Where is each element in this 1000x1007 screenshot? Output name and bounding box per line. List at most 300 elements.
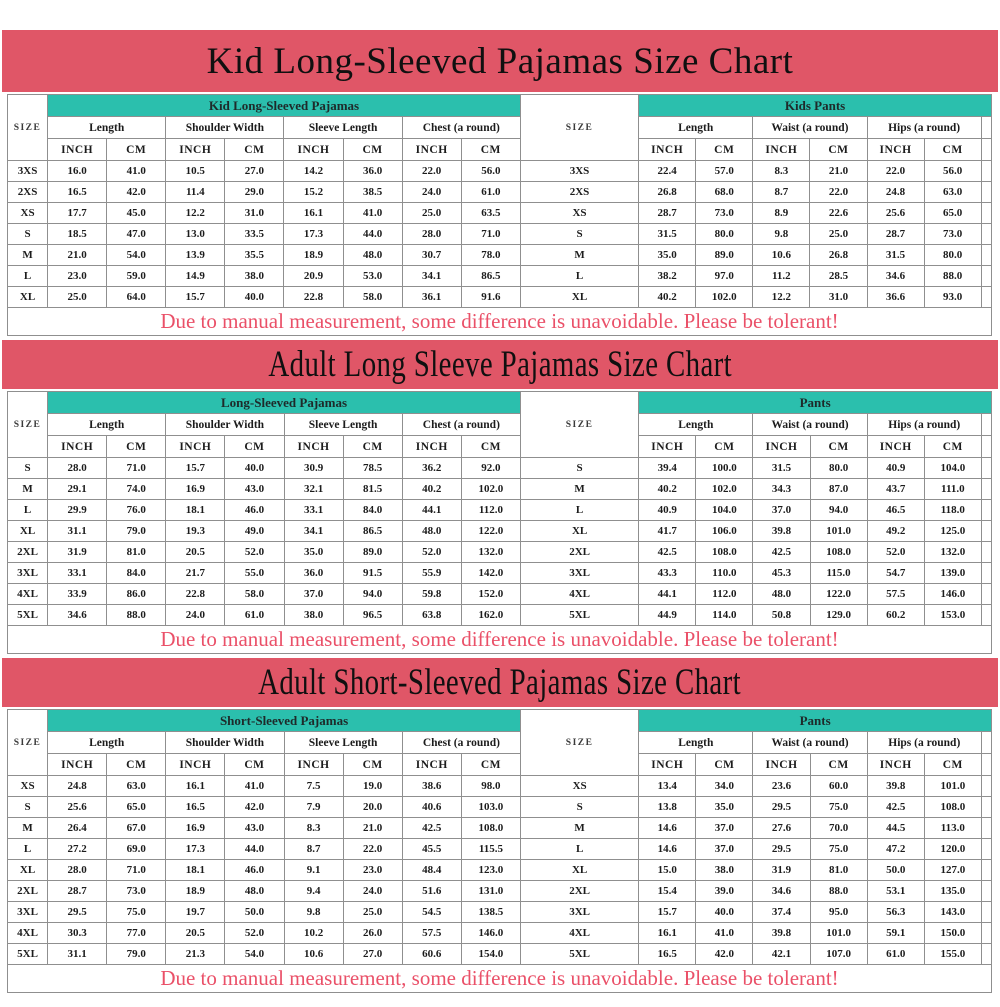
unit-header-cm: CM <box>461 436 520 458</box>
unit-row <box>8 436 992 458</box>
measurement-value: 108.0 <box>924 797 981 818</box>
measurement-value: 34.6 <box>753 881 810 902</box>
measurement-value: 44.0 <box>343 224 402 245</box>
measurement-value: 81.0 <box>107 542 166 563</box>
measurement-value: 150.0 <box>924 923 981 944</box>
unit-header-inch: INCH <box>753 139 810 161</box>
measurement-value: 30.3 <box>48 923 107 944</box>
measurement-value: 142.0 <box>461 563 520 584</box>
measurement-value: 125.0 <box>924 521 981 542</box>
measure-group-header: Length <box>48 117 166 139</box>
size-value: S <box>8 224 48 245</box>
measurement-value: 36.2 <box>402 458 461 479</box>
measurement-value: 41.0 <box>107 161 166 182</box>
measurement-value: 57.5 <box>867 584 924 605</box>
measurement-value: 34.6 <box>867 266 924 287</box>
spacer-cell <box>981 414 991 436</box>
measurement-value: 26.8 <box>810 245 867 266</box>
measurement-value: 80.0 <box>696 224 753 245</box>
measure-group-header: Sleeve Length <box>284 732 402 754</box>
measurement-value: 31.1 <box>48 944 107 965</box>
spacer-cell <box>981 139 991 161</box>
measurement-value: 34.6 <box>48 605 107 626</box>
measurement-value: 36.1 <box>402 287 461 308</box>
measurement-value: 153.0 <box>924 605 981 626</box>
size-value: XL <box>8 287 48 308</box>
disclaimer-cell <box>8 965 992 993</box>
measurement-value: 24.0 <box>166 605 225 626</box>
pajamas-table-header: Kid Long-Sleeved Pajamas <box>48 95 521 117</box>
measurement-value: 56.0 <box>924 161 981 182</box>
measurement-value: 18.9 <box>166 881 225 902</box>
unit-header-cm: CM <box>225 139 284 161</box>
measurement-value: 43.3 <box>639 563 696 584</box>
size-value: 2XL <box>521 881 639 902</box>
measurement-value: 53.0 <box>343 266 402 287</box>
spacer-cell <box>981 224 991 245</box>
measurement-value: 22.4 <box>639 161 696 182</box>
disclaimer-row <box>8 626 992 654</box>
measurement-value: 17.3 <box>284 224 343 245</box>
size-chart-section <box>2 30 998 336</box>
measurement-value: 48.0 <box>753 584 810 605</box>
measurement-value: 13.0 <box>166 224 225 245</box>
unit-header-cm: CM <box>810 436 867 458</box>
measurement-value: 80.0 <box>924 245 981 266</box>
measurement-value: 108.0 <box>810 542 867 563</box>
spacer-cell <box>981 605 991 626</box>
measurement-value: 35.0 <box>639 245 696 266</box>
unit-header-cm: CM <box>696 754 753 776</box>
measurement-value: 146.0 <box>461 923 520 944</box>
measurement-value: 86.5 <box>343 521 402 542</box>
size-value: 3XL <box>8 563 48 584</box>
measurement-value: 44.1 <box>402 500 461 521</box>
measurement-value: 42.0 <box>107 182 166 203</box>
size-value: M <box>520 245 638 266</box>
measurement-value: 23.0 <box>48 266 107 287</box>
measurement-value: 78.0 <box>461 245 520 266</box>
measurement-value: 88.0 <box>107 605 166 626</box>
size-row <box>8 287 992 308</box>
measurement-value: 40.2 <box>639 287 696 308</box>
measurement-value: 16.1 <box>639 923 696 944</box>
measurement-value: 38.5 <box>343 182 402 203</box>
unit-header-inch: INCH <box>402 436 461 458</box>
measurement-value: 30.7 <box>402 245 461 266</box>
measurement-value: 31.9 <box>753 860 810 881</box>
measurement-value: 8.3 <box>753 161 810 182</box>
size-row <box>8 245 992 266</box>
measurement-value: 33.1 <box>284 500 343 521</box>
measurement-value: 37.0 <box>753 500 810 521</box>
measurement-value: 8.7 <box>753 182 810 203</box>
measurement-value: 25.0 <box>810 224 867 245</box>
measurement-value: 28.7 <box>867 224 924 245</box>
measurement-value: 42.5 <box>867 797 924 818</box>
spacer-cell <box>981 944 991 965</box>
measurement-value: 73.0 <box>924 224 981 245</box>
unit-header-inch: INCH <box>166 754 225 776</box>
measurement-value: 87.0 <box>810 479 867 500</box>
measurement-value: 79.0 <box>107 521 166 542</box>
measurement-value: 91.5 <box>343 563 402 584</box>
measure-group-row <box>8 414 992 436</box>
measure-group-header: Hips (a round) <box>867 732 981 754</box>
measurement-value: 38.2 <box>639 266 696 287</box>
measurement-value: 39.0 <box>696 881 753 902</box>
measurement-value: 162.0 <box>461 605 520 626</box>
measurement-value: 37.0 <box>284 584 343 605</box>
unit-header-cm: CM <box>107 754 166 776</box>
measurement-value: 38.0 <box>225 266 284 287</box>
measurement-value: 135.0 <box>924 881 981 902</box>
measure-group-row <box>8 117 992 139</box>
measurement-value: 56.3 <box>867 902 924 923</box>
measurement-value: 79.0 <box>107 944 166 965</box>
measurement-value: 63.8 <box>402 605 461 626</box>
spacer-cell <box>981 902 991 923</box>
measurement-value: 101.0 <box>810 923 867 944</box>
measurement-value: 64.0 <box>107 287 166 308</box>
measurement-value: 52.0 <box>867 542 924 563</box>
measurement-value: 45.0 <box>107 203 166 224</box>
measurement-value: 16.1 <box>284 203 343 224</box>
measure-group-header: Length <box>639 732 753 754</box>
measurement-value: 22.8 <box>166 584 225 605</box>
unit-header-inch: INCH <box>166 436 225 458</box>
measurement-value: 22.6 <box>810 203 867 224</box>
size-column-header: SIZE <box>8 95 48 161</box>
measurement-value: 40.2 <box>639 479 696 500</box>
measure-group-header: Shoulder Width <box>166 117 284 139</box>
measurement-value: 12.2 <box>166 203 225 224</box>
measurement-value: 15.0 <box>639 860 696 881</box>
measurement-value: 104.0 <box>924 458 981 479</box>
unit-header-inch: INCH <box>48 436 107 458</box>
unit-header-inch: INCH <box>284 139 343 161</box>
unit-header-cm: CM <box>107 139 166 161</box>
measurement-value: 9.8 <box>284 902 343 923</box>
spacer-cell <box>981 754 991 776</box>
measurement-value: 15.4 <box>639 881 696 902</box>
size-row <box>8 266 992 287</box>
size-value: 3XS <box>8 161 48 182</box>
unit-header-cm: CM <box>461 139 520 161</box>
measurement-value: 110.0 <box>696 563 753 584</box>
size-row <box>8 776 992 797</box>
measurement-value: 23.6 <box>753 776 810 797</box>
size-value: XS <box>8 776 48 797</box>
size-row <box>8 605 992 626</box>
unit-header-inch: INCH <box>284 436 343 458</box>
measurement-value: 75.0 <box>810 839 867 860</box>
measurement-value: 52.0 <box>225 923 284 944</box>
measurement-value: 52.0 <box>225 542 284 563</box>
measure-group-header: Length <box>639 117 753 139</box>
size-value: L <box>521 839 639 860</box>
measurement-value: 63.5 <box>461 203 520 224</box>
measurement-value: 29.9 <box>48 500 107 521</box>
measurement-value: 111.0 <box>924 479 981 500</box>
measurement-value: 86.0 <box>107 584 166 605</box>
measurement-value: 29.5 <box>48 902 107 923</box>
measure-group-header: Chest (a round) <box>402 732 520 754</box>
measurement-value: 20.5 <box>166 542 225 563</box>
measurement-value: 40.2 <box>402 479 461 500</box>
measurement-value: 10.2 <box>284 923 343 944</box>
spacer-cell <box>981 500 991 521</box>
measurement-value: 31.9 <box>48 542 107 563</box>
measurement-value: 61.0 <box>867 944 924 965</box>
measurement-value: 34.1 <box>402 266 461 287</box>
measure-group-row <box>8 732 992 754</box>
measurement-value: 42.5 <box>402 818 461 839</box>
measurement-value: 71.0 <box>107 458 166 479</box>
measurement-value: 42.0 <box>225 797 284 818</box>
measurement-value: 75.0 <box>107 902 166 923</box>
measurement-value: 86.5 <box>461 266 520 287</box>
measurement-value: 59.0 <box>107 266 166 287</box>
size-value: 3XL <box>521 902 639 923</box>
measurement-value: 16.5 <box>166 797 225 818</box>
unit-header-cm: CM <box>107 436 166 458</box>
measurement-value: 13.4 <box>639 776 696 797</box>
table-header-row <box>8 710 992 732</box>
measurement-value: 71.0 <box>107 860 166 881</box>
size-value: M <box>521 818 639 839</box>
size-row <box>8 860 992 881</box>
measurement-value: 69.0 <box>107 839 166 860</box>
measurement-value: 22.0 <box>343 839 402 860</box>
measurement-value: 58.0 <box>225 584 284 605</box>
measure-group-header: Waist (a round) <box>753 117 867 139</box>
unit-header-cm: CM <box>343 436 402 458</box>
disclaimer-text: Due to manual measurement, some difference is unavoidable. Please be tolerant! <box>160 309 839 333</box>
size-column-header: SIZE <box>8 710 48 776</box>
measure-group-header: Chest (a round) <box>402 117 520 139</box>
measurement-value: 34.0 <box>696 776 753 797</box>
measurement-value: 14.6 <box>639 839 696 860</box>
measurement-value: 36.6 <box>867 287 924 308</box>
measurement-value: 41.0 <box>225 776 284 797</box>
measurement-value: 24.8 <box>48 776 107 797</box>
measurement-value: 30.9 <box>284 458 343 479</box>
measurement-value: 43.0 <box>225 479 284 500</box>
measurement-value: 43.7 <box>867 479 924 500</box>
measurement-value: 146.0 <box>924 584 981 605</box>
measurement-value: 155.0 <box>924 944 981 965</box>
pants-table-header: Pants <box>639 710 992 732</box>
measurement-value: 94.0 <box>343 584 402 605</box>
size-chart-section <box>2 340 998 654</box>
size-value: L <box>8 500 48 521</box>
measurement-value: 31.0 <box>225 203 284 224</box>
measurement-value: 55.9 <box>402 563 461 584</box>
measurement-value: 36.0 <box>343 161 402 182</box>
size-value: XL <box>8 521 48 542</box>
size-chart-table <box>7 709 992 993</box>
measurement-value: 131.0 <box>461 881 520 902</box>
measurement-value: 31.1 <box>48 521 107 542</box>
measurement-value: 21.7 <box>166 563 225 584</box>
measurement-value: 84.0 <box>107 563 166 584</box>
measurement-value: 10.5 <box>166 161 225 182</box>
disclaimer-row <box>8 965 992 993</box>
measurement-value: 115.5 <box>461 839 520 860</box>
measurement-value: 29.5 <box>753 839 810 860</box>
size-value: S <box>520 458 638 479</box>
measurement-value: 22.8 <box>284 287 343 308</box>
measurement-value: 48.0 <box>225 881 284 902</box>
measure-group-header: Hips (a round) <box>867 414 981 436</box>
measurement-value: 152.0 <box>461 584 520 605</box>
measurement-value: 81.0 <box>810 860 867 881</box>
measurement-value: 112.0 <box>696 584 753 605</box>
measurement-value: 9.1 <box>284 860 343 881</box>
measurement-value: 50.0 <box>867 860 924 881</box>
measurement-value: 71.0 <box>461 224 520 245</box>
measurement-value: 31.5 <box>753 458 810 479</box>
pajamas-table-header: Short-Sleeved Pajamas <box>48 710 521 732</box>
measurement-value: 108.0 <box>696 542 753 563</box>
spacer-cell <box>981 458 991 479</box>
measurement-value: 60.2 <box>867 605 924 626</box>
measurement-value: 58.0 <box>343 287 402 308</box>
unit-header-inch: INCH <box>753 436 810 458</box>
measurement-value: 19.3 <box>166 521 225 542</box>
measurement-value: 132.0 <box>924 542 981 563</box>
unit-header-cm: CM <box>225 754 284 776</box>
measurement-value: 45.5 <box>402 839 461 860</box>
unit-header-inch: INCH <box>166 139 225 161</box>
size-row <box>8 161 992 182</box>
measurement-value: 40.9 <box>867 458 924 479</box>
spacer-cell <box>981 161 991 182</box>
size-value: L <box>8 266 48 287</box>
measurement-value: 37.0 <box>696 839 753 860</box>
measurement-value: 10.6 <box>284 944 343 965</box>
size-row <box>8 521 992 542</box>
measurement-value: 42.5 <box>753 542 810 563</box>
size-row <box>8 902 992 923</box>
measurement-value: 14.2 <box>284 161 343 182</box>
measurement-value: 26.8 <box>639 182 696 203</box>
table-header-row <box>8 95 992 117</box>
unit-header-inch: INCH <box>48 139 107 161</box>
measurement-value: 20.9 <box>284 266 343 287</box>
size-value: XS <box>520 203 638 224</box>
measurement-value: 34.3 <box>753 479 810 500</box>
spacer-cell <box>981 287 991 308</box>
size-row <box>8 923 992 944</box>
size-value: M <box>8 479 48 500</box>
measure-group-header: Length <box>639 414 753 436</box>
unit-header-inch: INCH <box>284 754 343 776</box>
measurement-value: 91.6 <box>461 287 520 308</box>
measurement-value: 36.0 <box>284 563 343 584</box>
size-row <box>8 881 992 902</box>
size-value: L <box>520 500 638 521</box>
measurement-value: 26.0 <box>343 923 402 944</box>
size-value: 2XS <box>8 182 48 203</box>
size-column-header: SIZE <box>521 710 639 776</box>
measurement-value: 73.0 <box>107 881 166 902</box>
measurement-value: 63.0 <box>924 182 981 203</box>
spacer-cell <box>981 117 991 139</box>
size-value: 5XL <box>520 605 638 626</box>
size-row <box>8 797 992 818</box>
size-value: S <box>8 797 48 818</box>
measurement-value: 39.4 <box>639 458 696 479</box>
measurement-value: 28.0 <box>48 458 107 479</box>
measurement-value: 60.0 <box>810 776 867 797</box>
measurement-value: 65.0 <box>924 203 981 224</box>
size-row <box>8 944 992 965</box>
measurement-value: 75.0 <box>810 797 867 818</box>
measurement-value: 24.0 <box>343 881 402 902</box>
measurement-value: 41.7 <box>639 521 696 542</box>
measurement-value: 102.0 <box>696 287 753 308</box>
size-row <box>8 182 992 203</box>
size-value: 3XS <box>520 161 638 182</box>
pants-table-header: Kids Pants <box>639 95 992 117</box>
unit-header-cm: CM <box>461 754 520 776</box>
measurement-value: 15.7 <box>639 902 696 923</box>
measure-group-header: Waist (a round) <box>753 414 867 436</box>
spacer-cell <box>981 521 991 542</box>
measurement-value: 113.0 <box>924 818 981 839</box>
size-value: L <box>520 266 638 287</box>
measurement-value: 33.1 <box>48 563 107 584</box>
unit-header-inch: INCH <box>753 754 810 776</box>
size-row <box>8 563 992 584</box>
disclaimer-cell <box>8 626 992 654</box>
measurement-value: 15.7 <box>166 458 225 479</box>
section-title-banner <box>2 658 998 707</box>
size-row <box>8 203 992 224</box>
measurement-value: 138.5 <box>461 902 520 923</box>
measurement-value: 104.0 <box>696 500 753 521</box>
measurement-value: 42.0 <box>696 944 753 965</box>
measurement-value: 18.5 <box>48 224 107 245</box>
measurement-value: 21.3 <box>166 944 225 965</box>
unit-header-cm: CM <box>924 139 981 161</box>
measurement-value: 47.0 <box>107 224 166 245</box>
size-value: XL <box>520 521 638 542</box>
measurement-value: 59.1 <box>867 923 924 944</box>
spacer-cell <box>981 436 991 458</box>
size-value: L <box>8 839 48 860</box>
measurement-value: 123.0 <box>461 860 520 881</box>
measurement-value: 27.6 <box>753 818 810 839</box>
measurement-value: 48.0 <box>343 245 402 266</box>
measurement-value: 20.0 <box>343 797 402 818</box>
measurement-value: 38.0 <box>284 605 343 626</box>
measurement-value: 65.0 <box>107 797 166 818</box>
measurement-value: 97.0 <box>696 266 753 287</box>
measurement-value: 11.4 <box>166 182 225 203</box>
measurement-value: 46.5 <box>867 500 924 521</box>
measurement-value: 32.1 <box>284 479 343 500</box>
measurement-value: 7.9 <box>284 797 343 818</box>
unit-header-cm: CM <box>696 436 753 458</box>
measurement-value: 57.0 <box>696 161 753 182</box>
measurement-value: 13.9 <box>166 245 225 266</box>
spacer-cell <box>981 797 991 818</box>
unit-header-inch: INCH <box>402 754 461 776</box>
measurement-value: 29.0 <box>225 182 284 203</box>
